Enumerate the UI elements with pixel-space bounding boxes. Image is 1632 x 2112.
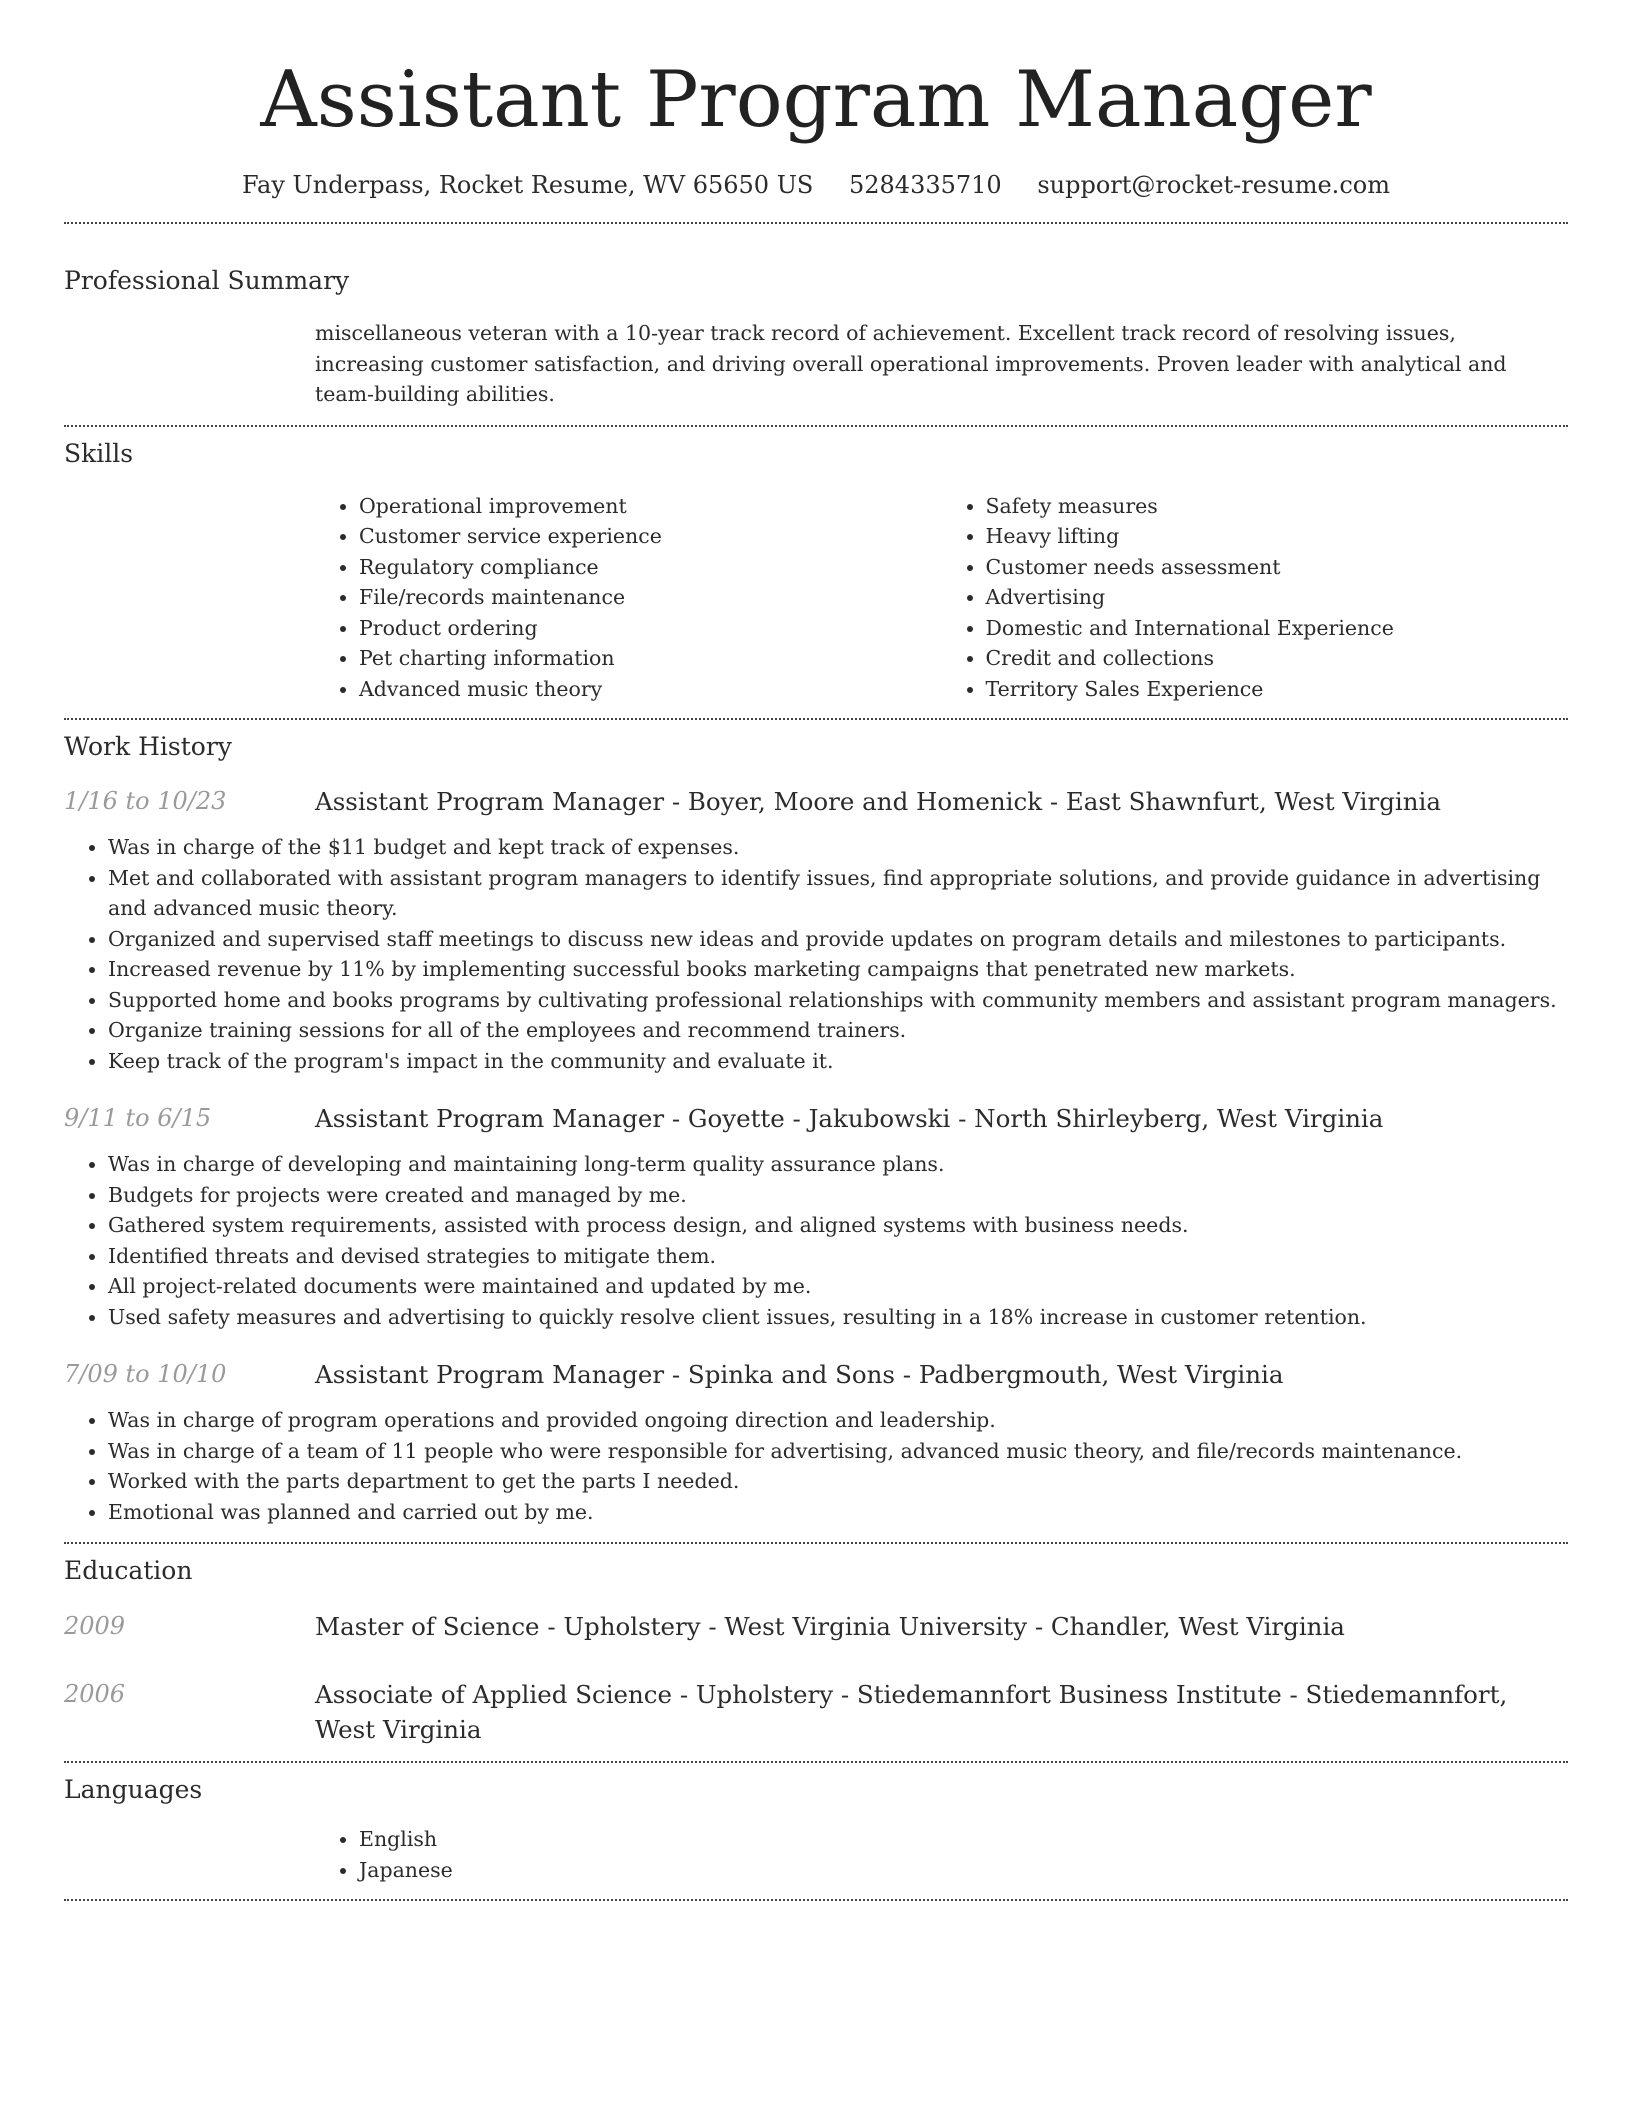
job-bullet: • Used safety measures and advertising to quickly resolve client issues, resulting in a 18% increase in customer retention.	[108, 1302, 1568, 1333]
work-heading: Work History	[64, 732, 232, 761]
summary-section	[64, 224, 1568, 425]
job-bullets	[64, 1405, 1568, 1527]
job-entry	[64, 1357, 1568, 1527]
job-bullet: • Organize training sessions for all of the employees and recommend trainers.	[108, 1015, 1568, 1046]
job-dates: 1/16 to 10/23	[64, 787, 227, 815]
job-bullet: • Gathered system requirements, assisted with process design, and aligned systems with business needs.	[108, 1210, 1568, 1241]
contact-email: support@rocket-resume.com	[1037, 171, 1390, 199]
job-bullet: • Organized and supervised staff meetings to discuss new ideas and provide updates on program details and milestones to participants.	[108, 924, 1568, 955]
job-bullet: • Was in charge of a team of 11 people who were responsible for advertising, advanced music theory, and file/records maintenance.	[108, 1436, 1568, 1467]
skills-section	[64, 427, 1568, 719]
job-heading: Assistant Program Manager - Boyer, Moore and Homenick - East Shawnfurt, West Virginia	[315, 787, 1441, 816]
skills-list-left	[315, 491, 942, 705]
job-bullet: • All project-related documents were maintained and updated by me.	[108, 1271, 1568, 1302]
job-bullets	[64, 832, 1568, 1076]
resume-page	[64, 0, 1568, 1901]
job-dates: 9/11 to 6/15	[64, 1104, 212, 1132]
job-bullet: • Increased revenue by 11% by implementing successful books marketing campaigns that penetrated new markets.	[108, 954, 1568, 985]
job-bullet: • Emotional was planned and carried out by me.	[108, 1497, 1568, 1528]
skills-list-right	[942, 491, 1569, 705]
skill-item: • File/records maintenance	[359, 582, 942, 613]
job-bullet: • Was in charge of program operations and provided ongoing direction and leadership.	[108, 1405, 1568, 1436]
divider	[64, 1899, 1568, 1901]
language-item: • English	[359, 1824, 1568, 1855]
education-entry	[64, 1677, 1568, 1747]
job-entry	[64, 784, 1568, 1076]
job-bullet: • Was in charge of developing and maintaining long-term quality assurance plans.	[108, 1149, 1568, 1180]
contact-line	[64, 168, 1568, 216]
skill-item: • Operational improvement	[359, 491, 942, 522]
job-bullet: • Keep track of the program's impact in the community and evaluate it.	[108, 1046, 1568, 1077]
education-year: 2009	[64, 1612, 126, 1640]
job-heading: Assistant Program Manager - Goyette - Jakubowski - North Shirleyberg, West Virginia	[315, 1104, 1384, 1133]
skill-item: • Credit and collections	[986, 643, 1569, 674]
languages-list	[315, 1824, 1568, 1885]
languages-heading: Languages	[64, 1775, 203, 1804]
skill-item: • Domestic and International Experience	[986, 613, 1569, 644]
contact-address: Fay Underpass, Rocket Resume, WV 65650 US	[242, 171, 814, 199]
job-bullet: • Met and collaborated with assistant program managers to identify issues, find appropriate solutions, and provide guidance in advertising and advanced music theory.	[108, 863, 1568, 924]
languages-section	[64, 1763, 1568, 1899]
skill-item: • Product ordering	[359, 613, 942, 644]
job-bullet: • Identified threats and devised strategies to mitigate them.	[108, 1241, 1568, 1272]
skill-item: • Territory Sales Experience	[986, 674, 1569, 705]
education-degree: Associate of Applied Science - Upholstery - Stiedemannfort Business Institute - Stiedemannfort, West Virginia	[315, 1680, 1508, 1744]
education-section	[64, 1544, 1568, 1761]
language-item: • Japanese	[359, 1855, 1568, 1886]
skill-item: • Safety measures	[986, 491, 1569, 522]
education-year: 2006	[64, 1680, 126, 1708]
summary-heading: Professional Summary	[64, 266, 350, 295]
resume-title: Assistant Program Manager	[260, 55, 1372, 145]
job-dates: 7/09 to 10/10	[64, 1360, 227, 1388]
skill-item: • Pet charting information	[359, 643, 942, 674]
skill-item: • Heavy lifting	[986, 521, 1569, 552]
job-entry	[64, 1101, 1568, 1332]
skill-item: • Advertising	[986, 582, 1569, 613]
skill-item: • Customer needs assessment	[986, 552, 1569, 583]
job-heading: Assistant Program Manager - Spinka and Sons - Padbergmouth, West Virginia	[315, 1360, 1284, 1389]
education-entry	[64, 1609, 1568, 1644]
skills-heading: Skills	[64, 438, 134, 468]
contact-phone: 5284335710	[849, 171, 1002, 199]
skill-item: • Customer service experience	[359, 521, 942, 552]
job-bullet: • Budgets for projects were created and managed by me.	[108, 1180, 1568, 1211]
skill-item: • Advanced music theory	[359, 674, 942, 705]
summary-text: miscellaneous veteran with a 10-year track record of achievement. Excellent track record of resolving issues, increasing customer satisfaction, and driving overall operational improvements. Proven leader with analytical and team-building abilities.	[315, 321, 1507, 406]
job-bullet: • Was in charge of the $11 budget and kept track of expenses.	[108, 832, 1568, 863]
job-bullet: • Supported home and books programs by cultivating professional relationships with community members and assistant program managers.	[108, 985, 1568, 1016]
job-bullet: • Worked with the parts department to get the parts I needed.	[108, 1466, 1568, 1497]
skill-item: • Regulatory compliance	[359, 552, 942, 583]
work-section	[64, 720, 1568, 1542]
education-degree: Master of Science - Upholstery - West Virginia University - Chandler, West Virginia	[315, 1612, 1345, 1641]
job-bullets	[64, 1149, 1568, 1332]
education-heading: Education	[64, 1556, 193, 1585]
